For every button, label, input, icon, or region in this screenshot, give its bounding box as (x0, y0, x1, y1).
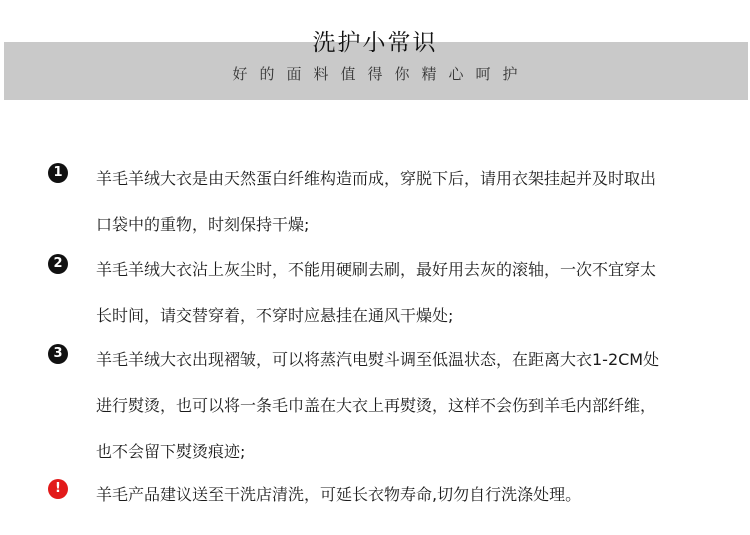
care-tip-text (96, 247, 746, 339)
text-line: 羊毛羊绒大衣出现褶皱，可以将蒸汽电熨斗调至低温状态，在距离大衣1-2CM处 (96, 350, 660, 369)
page-subtitle: 好的面料值得你精心呵护 (232, 65, 530, 83)
text-line: 也不会留下熨烫痕迹; (96, 442, 246, 461)
page-title: 洗护小常识 (312, 30, 438, 56)
number-3-icon: 3 (48, 344, 68, 364)
care-tip-text (96, 156, 746, 248)
text-line: 羊毛羊绒大衣沾上灰尘时，不能用硬刷去刷，最好用去灰的滚轴，一次不宜穿太 (96, 260, 657, 279)
number-1-icon: 1 (48, 163, 68, 183)
number-2-icon: 2 (48, 254, 68, 274)
care-tip-text (96, 472, 746, 518)
text-line: 进行熨烫，也可以将一条毛巾盖在大衣上再熨烫，这样不会伤到羊毛内部纤维， (96, 396, 657, 415)
text-line: 羊毛产品建议送至干洗店清洗，可延长衣物寿命,切勿自行洗涤处理。 (96, 485, 582, 504)
text-line: 长时间，请交替穿着，不穿时应悬挂在通风干燥处; (96, 306, 454, 325)
exclamation-icon: ! (48, 479, 68, 499)
text-line: 口袋中的重物，时刻保持干燥; (96, 215, 310, 234)
text-line: 羊毛羊绒大衣是由天然蛋白纤维构造而成，穿脱下后，请用衣架挂起并及时取出 (96, 169, 657, 188)
care-tip-text (96, 337, 746, 475)
